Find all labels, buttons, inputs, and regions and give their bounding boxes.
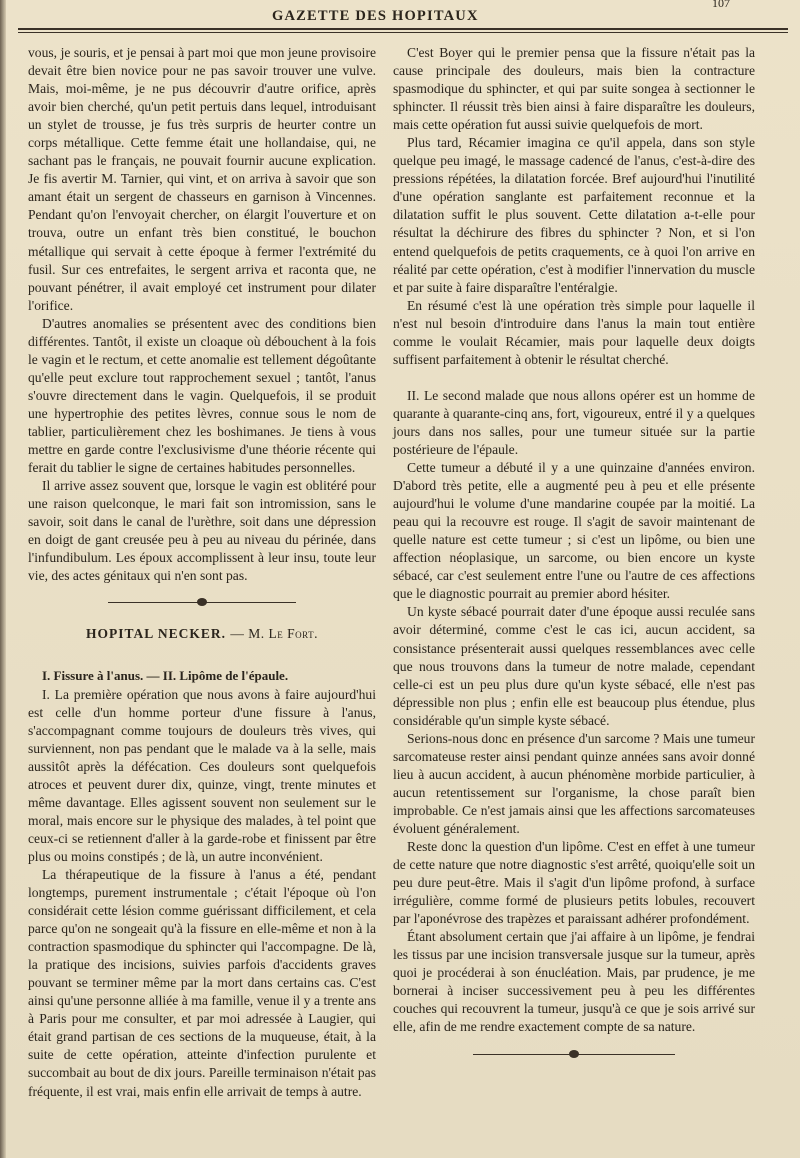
left-column — [28, 44, 376, 1101]
section-divider — [28, 595, 376, 609]
section-hospital: HOPITAL NECKER. — [86, 626, 227, 642]
article-subheading: I. Fissure à l'anus. — II. Lipôme de l'épaule. — [42, 668, 289, 684]
running-head: GAZETTE DES HOPITAUX — [272, 8, 479, 24]
paragraph: En résumé c'est là une opération très simple pour laquelle il n'est nul besoin d'introduire dans l'anus la main tout entière comme le voulait Récamier, mais pour laquelle deux doigts suffisent parfaitement à obtenir le résultat cherché. — [393, 297, 755, 367]
right-column — [393, 44, 755, 1071]
paragraph: II. Le second malade que nous allons opérer est un homme de quarante à quarante-cinq ans, fort, vigoureux, entré il y a quelques jours dans nos salles, pour une tumeur située sur la partie postérieure de l'épaule. — [393, 387, 755, 457]
binding-shadow — [0, 0, 6, 1158]
end-divider — [393, 1047, 755, 1061]
page-number: 107 — [712, 0, 730, 10]
paragraph: La thérapeutique de la fissure à l'anus a été, pendant longtemps, purement instrumentale ; c'était l'époque où l'on considérait cette lésion comme guérissant difficilement, et cela parce qu'on ne songeait qu'à la fissure en elle-même et non à la contraction spasmodique du sphincter qui l'accompagne. De là, la pratique des incisions, suivies parfois d'accidents graves pouvant se terminer même par la mort dans certains cas. C'est ainsi qu'une personne alliée à ma famille, venue il y a trente ans à Paris pour me consulter, et par moi adressée à Laugier, qui était grand partisan de ces sections de la muqueuse, était, à la suite de cette opération, atteinte d'infection purulente et succombait au bout de dix jours. Pareille terminaison n'était pas fréquente, il est vrai, mais enfin elle arrivait de temps à autre. — [28, 866, 376, 1099]
paragraph: Il arrive assez souvent que, lorsque le vagin est oblitéré pour une raison quelconque, le mari fait son intromission, sans le savoir, soit dans le canal de l'urèthre, soit dans une dépression en doigt de gant creusée peu à peu au niveau du périnée, dans l'infundibulum. Les époux accomplissent à leur insu, toute leur vie, des actes génitaux qui n'en sont pas. — [28, 478, 376, 584]
paragraph: Étant absolument certain que j'ai affaire à un lipôme, je fendrai les tissus par une incision transversale jusque sur la tumeur, après quoi je procéderai à son énucléation. Mais, par prudence, je me bornerai à inciser successivement peu à peu les différentes couches qui recouvrent la tumeur, jusqu'à ce que je sois arrivé sur elle, afin de me rendre exactement compte de sa nature. — [393, 929, 755, 1035]
header-rule-thin — [18, 32, 788, 33]
paragraph: Cette tumeur a débuté il y a une quinzaine d'années environ. D'abord très petite, elle a augmenté peu à peu et elle présente aujourd'hui le volume d'une mandarine coupée par la moitié. La peau qui la recouvre est rouge. Il s'agit de savoir maintenant de quelle nature est cette tumeur ; si c'est un lipôme, ou bien une affection néoplasique, un sarcome, ou bien encore un kyste sébacé, car c'est seulement entre l'une ou l'autre de ces affections que le diagnostic pourrait au premier abord hésiter. — [393, 460, 755, 602]
paragraph-gap — [393, 369, 755, 387]
paragraph: vous, je souris, et je pensai à part moi que mon jeune provisoire devait être bien novice pour ne pas savoir trouver une vulve. Mais, moi-même, je ne pus découvrir d'autre orifice, après avoir bien cherché, qu'un petit pertuis dans lequel, introduisant un stylet de trousse, je fus très surpris de heurter contre un corps métallique. Cette femme était une hollandaise, qui, ne sachant pas le français, ne pouvait fournir aucune explication. Je fis avertir M. Tarnier, qui vint, et on arriva à savoir que son amant était un sergent de chasseurs en garnison à Vincennes. Pendant qu'on l'envoyait chercher, on élargit l'ouverture et on trouva, outre un enfant très bien constitué, le bouchon métallique qui servait à cette époque à fermer l'extrémité du fusil. Sur ces entrefaites, le sergent arriva et raconta que, ne pouvant pénétrer, il avait employé cet instrument pour dilater l'orifice. — [28, 45, 376, 313]
section-title — [28, 625, 376, 643]
paragraph: D'autres anomalies se présentent avec des conditions bien différentes. Tantôt, il existe un cloaque où débouchent à la fois le vagin et le rectum, et cette anomalie est tellement dégoûtante qu'elle peut exclure tout rapprochement sexuel ; tantôt, l'anus s'ouvre directement dans le vagin. Quelquefois, il se produit une hypertrophie des petites lèvres, connue sous le nom de tablier, particulièrement chez les boshimanes. Je tiens à vous mettre en garde contre l'exclusivisme d'une théorie récente qui ferait du tablier le signe de certaines habitudes personnelles. — [28, 315, 376, 476]
paragraph: C'est Boyer qui le premier pensa que la fissure n'était pas la cause principale des douleurs, mais bien la contracture spasmodique du sphincter, et qui par suite songea à sectionner le sphincter. Il réussit très bien ainsi à faire disparaître les douleurs, mais cette opération fut aussi suivie quelquefois de mort. — [393, 45, 755, 133]
paragraph: Plus tard, Récamier imagina ce qu'il appela, dans son style quelque peu imagé, le massage cadencé de l'anus, c'est-à-dire des pressions répétées, la dilatation forcée. Bref aujourd'hui l'inutilité d'une opération sanglante est parfaitement reconnue et la dilatation suffit le plus souvent. Cette dilatation a-t-elle pour résultat la déchirure des fibres du sphincter ? Non, et si l'on entend quelquefois de petits craquements, ce à quoi l'on arrive en réalité par cette opération, c'est à modifier l'innervation du muscle et par suite à faire disparaître l'entéralgie. — [393, 135, 755, 295]
paragraph: Un kyste sébacé pourrait dater d'une époque aussi reculée sans avoir déterminé, comme c'est le cas ici, aucun accident, sa consistance présenterait aussi quelques ressemblances avec celle que nous trouvons dans la tumeur de notre malade, cependant celle-ci est un peu plus dure qu'un kyste sébacé, elle n'est pas dépressible non plus ; enfin elle est beaucoup plus étendue, plus considérable qu'un simple kyste sébacé. — [393, 604, 755, 728]
page-header — [0, 2, 800, 30]
paragraph: I. La première opération que nous avons à faire aujourd'hui est celle d'un homme porteur d'une fissure à l'anus, s'accompagnant comme toujours de douleurs très vives, qui surviennent, non pas pendant que le malade va à la selle, mais aussitôt après la défécation. Ces douleurs sont quelquefois atroces et peuvent durer dix, quinze, vingt, trente minutes et même davantage. Elles agissent souvent non seulement sur le moral, mais encore sur le physique des malades, à tel point que ceux-ci se retiennent d'aller à la garde-robe et finissent par être plus ou moins constipés ; de là, un autre inconvénient. — [28, 686, 376, 864]
paragraph: Reste donc la question d'un lipôme. C'est en effet à une tumeur de cette nature que notre diagnostic s'est arrêté, quoiqu'elle soit un peu dure peut-être. Mais il s'agit d'un lipôme profond, à surface irrégulière, comme formé de plusieurs petits lobules, recouvert par l'aponévrose des trapèzes et paraissant adhérer profondément. — [393, 839, 755, 927]
section-author: — M. Le Fort. — [230, 626, 318, 642]
paragraph: Serions-nous donc en présence d'un sarcome ? Mais une tumeur sarcomateuse rester ainsi pendant quinze années sans avoir donné lieu à aucun accident, à aucun phénomène morbide particulier, à aucun retentissement sur l'organisme, la chose paraît bien improbable. Ce n'est jamais ainsi que les affections sarcomateuses évoluent généralement. — [393, 730, 755, 836]
header-rule — [18, 28, 788, 30]
